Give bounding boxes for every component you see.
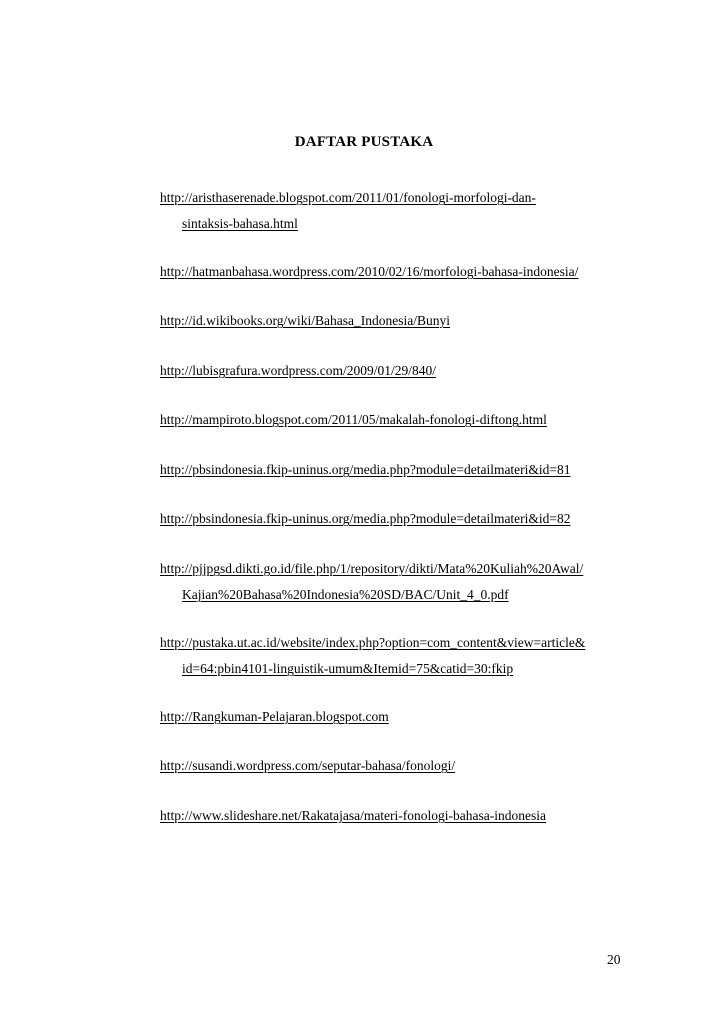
- reference-item: [160, 457, 630, 483]
- reference-link[interactable]: http://lubisgrafura.wordpress.com/2009/01/29/840/: [160, 363, 436, 378]
- reference-item: [160, 259, 630, 285]
- reference-link[interactable]: http://susandi.wordpress.com/seputar-bahasa/fonologi/: [160, 758, 456, 773]
- reference-link[interactable]: http://aristhaserenade.blogspot.com/2011/01/fonologi-morfologi-dan-: [160, 190, 536, 205]
- reference-item: [160, 704, 630, 730]
- reference-link[interactable]: http://mampiroto.blogspot.com/2011/05/makalah-fonologi-diftong.html: [160, 412, 547, 427]
- reference-item: [160, 630, 630, 682]
- reference-item: [160, 803, 630, 829]
- reference-item: [160, 308, 630, 334]
- reference-link[interactable]: http://hatmanbahasa.wordpress.com/2010/02/16/morfologi-bahasa-indonesia/: [160, 264, 579, 279]
- reference-item: [160, 185, 630, 237]
- reference-link-continuation[interactable]: sintaksis-bahasa.html: [182, 216, 298, 231]
- reference-link-continuation[interactable]: Kajian%20Bahasa%20Indonesia%20SD/BAC/Unit_4_0.pdf: [182, 587, 509, 602]
- reference-item: [160, 556, 630, 608]
- reference-item: [160, 358, 630, 384]
- reference-link[interactable]: http://id.wikibooks.org/wiki/Bahasa_Indonesia/Bunyi: [160, 313, 450, 328]
- reference-link[interactable]: http://pustaka.ut.ac.id/website/index.php?option=com_content&view=article&: [160, 635, 586, 650]
- reference-item: [160, 506, 630, 532]
- page-number: 20: [607, 952, 621, 967]
- page-title: DAFTAR PUSTAKA: [294, 134, 434, 150]
- reference-link[interactable]: http://Rangkuman-Pelajaran.blogspot.com: [160, 709, 389, 724]
- reference-link[interactable]: http://pbsindonesia.fkip-uninus.org/media.php?module=detailmateri&id=82: [160, 511, 571, 526]
- reference-item: [160, 407, 630, 433]
- reference-link[interactable]: http://www.slideshare.net/Rakatajasa/materi-fonologi-bahasa-indonesia: [160, 808, 547, 823]
- reference-item: [160, 753, 630, 779]
- reference-link[interactable]: http://pbsindonesia.fkip-uninus.org/media.php?module=detailmateri&id=81: [160, 462, 571, 477]
- reference-link[interactable]: http://pjjpgsd.dikti.go.id/file.php/1/repository/dikti/Mata%20Kuliah%20Awal/: [160, 561, 584, 576]
- reference-link-continuation[interactable]: id=64:pbin4101-linguistik-umum&Itemid=75&catid=30:fkip: [182, 661, 514, 676]
